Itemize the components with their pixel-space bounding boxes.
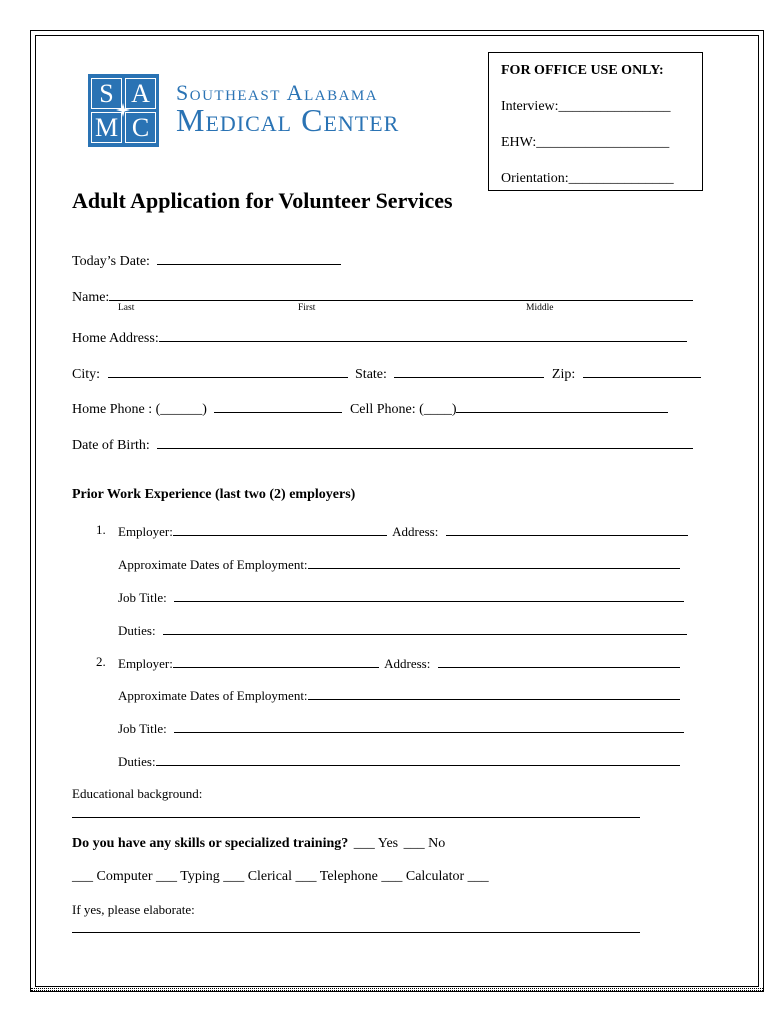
logo-letter-c: C bbox=[125, 112, 156, 143]
office-orientation[interactable]: Orientation:_______________ bbox=[501, 171, 674, 186]
dates-1-row bbox=[118, 555, 680, 573]
logo-mark bbox=[88, 74, 159, 147]
work-item-2-number: 2. bbox=[96, 654, 106, 669]
duties-1-row bbox=[118, 621, 687, 639]
job-title-1-field[interactable] bbox=[174, 588, 684, 602]
phone-row bbox=[72, 398, 668, 418]
work-item-1-number: 1. bbox=[96, 522, 106, 537]
home-address-row bbox=[72, 327, 687, 347]
city-state-zip-row bbox=[72, 363, 701, 383]
office-ehw[interactable]: EHW:___________________ bbox=[501, 135, 670, 150]
education-field[interactable] bbox=[72, 817, 640, 818]
home-address-label: Home Address: bbox=[72, 331, 159, 346]
name-sub-first: First bbox=[298, 303, 316, 313]
duties-1-label: Duties: bbox=[118, 623, 156, 638]
employer-1-label: Employer: bbox=[118, 524, 173, 539]
skills-no[interactable]: ___ No bbox=[403, 836, 446, 851]
page-border-dotted bbox=[31, 988, 763, 991]
home-phone-label: Home Phone : (______) bbox=[72, 402, 207, 417]
address-1-label: Address: bbox=[392, 524, 439, 539]
duties-2-field[interactable] bbox=[156, 752, 680, 766]
job-title-2-row bbox=[118, 719, 684, 737]
address-2-field[interactable] bbox=[438, 654, 680, 668]
state-field[interactable] bbox=[394, 363, 544, 378]
job-title-1-row bbox=[118, 588, 684, 606]
employer-1-field[interactable] bbox=[173, 522, 387, 536]
name-row bbox=[72, 286, 693, 306]
logo-cross-icon bbox=[116, 103, 130, 117]
address-2-label: Address: bbox=[384, 656, 431, 671]
duties-2-row bbox=[118, 752, 680, 770]
zip-field[interactable] bbox=[583, 363, 701, 378]
employer-1-row bbox=[118, 522, 688, 540]
state-label: State: bbox=[355, 367, 387, 382]
skills-options[interactable]: ___ Computer ___ Typing ___ Clerical ___ Telephone ___ Calculator ___ bbox=[72, 869, 489, 884]
logo-line-1: Southeast Alabama bbox=[176, 80, 379, 105]
skills-yes[interactable]: ___ Yes bbox=[353, 836, 399, 851]
skills-row bbox=[72, 836, 445, 852]
duties-2-label: Duties: bbox=[118, 754, 156, 769]
dates-2-field[interactable] bbox=[308, 686, 680, 700]
employer-2-label: Employer: bbox=[118, 656, 173, 671]
logo-letter-s: S bbox=[91, 78, 122, 109]
zip-label: Zip: bbox=[551, 367, 576, 382]
dates-1-field[interactable] bbox=[308, 555, 680, 569]
job-title-2-label: Job Title: bbox=[118, 721, 167, 736]
employer-2-row bbox=[118, 654, 680, 672]
logo-letter-m: M bbox=[91, 112, 122, 143]
cell-phone-label: Cell Phone: (____) bbox=[349, 402, 457, 417]
dates-2-row bbox=[118, 686, 680, 704]
dates-2-label: Approximate Dates of Employment: bbox=[118, 688, 308, 703]
job-title-2-field[interactable] bbox=[174, 719, 684, 733]
name-sub-middle: Middle bbox=[526, 303, 554, 313]
home-address-field[interactable] bbox=[159, 327, 687, 342]
job-title-1-label: Job Title: bbox=[118, 590, 167, 605]
city-label: City: bbox=[72, 367, 101, 382]
office-use-title: FOR OFFICE USE ONLY: bbox=[501, 63, 664, 78]
todays-date-field[interactable] bbox=[157, 250, 341, 265]
skills-question: Do you have any skills or specialized training? bbox=[72, 836, 349, 851]
elaborate-field[interactable] bbox=[72, 932, 640, 933]
office-interview[interactable]: Interview:________________ bbox=[501, 99, 671, 114]
cell-phone-field[interactable] bbox=[456, 398, 668, 413]
employer-2-field[interactable] bbox=[173, 654, 379, 668]
logo-line-2: Medical Center bbox=[176, 102, 400, 138]
work-heading: Prior Work Experience (last two (2) employers) bbox=[72, 487, 356, 502]
name-field[interactable] bbox=[109, 286, 693, 301]
logo-letter-a: A bbox=[125, 78, 156, 109]
name-sub-last: Last bbox=[118, 303, 135, 313]
todays-date-row bbox=[72, 250, 341, 270]
todays-date-label: Today’s Date: bbox=[72, 254, 150, 269]
home-phone-field[interactable] bbox=[214, 398, 342, 413]
elaborate-label: If yes, please elaborate: bbox=[72, 902, 195, 917]
dob-label: Date of Birth: bbox=[72, 438, 150, 453]
dob-field[interactable] bbox=[157, 434, 693, 449]
city-field[interactable] bbox=[108, 363, 348, 378]
office-use-box bbox=[488, 52, 703, 191]
name-label: Name: bbox=[72, 290, 110, 305]
duties-1-field[interactable] bbox=[163, 621, 687, 635]
page-title: Adult Application for Volunteer Services bbox=[72, 188, 453, 213]
education-label: Educational background: bbox=[72, 786, 203, 801]
address-1-field[interactable] bbox=[446, 522, 688, 536]
dob-row bbox=[72, 434, 693, 454]
dates-1-label: Approximate Dates of Employment: bbox=[118, 557, 308, 572]
